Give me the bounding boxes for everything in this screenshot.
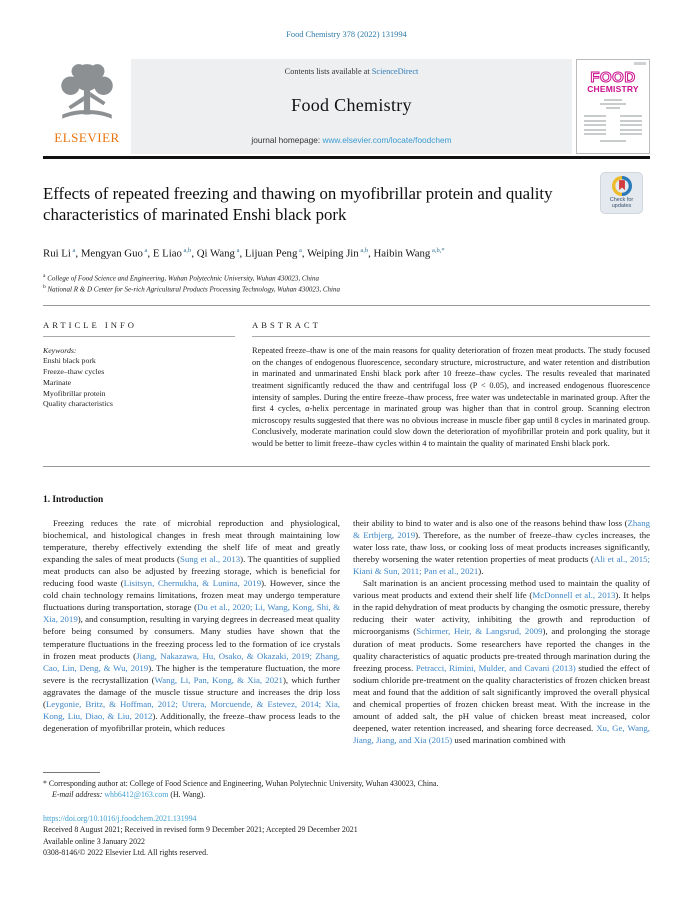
citation-link[interactable]: Sung et al., 2013 [179,553,241,564]
banner-center [131,59,572,154]
journal-title: Food Chemistry [291,95,412,115]
citation-link[interactable]: Ali et al., 2015; Kiani & Sun, 2011; Pan et al., 2021 [353,553,650,576]
article-footer [43,813,650,859]
text-segment: ). However, since the cold chain technology remains limitations, frozen meat may undergo temperature fluctuations during transportation, storage ( [43,578,340,613]
cover-footer-line [600,140,626,142]
homepage-link[interactable]: www.elsevier.com/locate/foodchem [322,135,452,145]
text-segment: Freezing reduces the rate of microbial reproduction and physiological, biochemical, and histological changes in fresh meat through maintaining low temperature, thereby effectively extending the shelf life of meat and greatly expanding the sales of meat products ( [43,517,340,564]
check-for-updates-badge[interactable] [601,173,642,213]
article-title: Effects of repeated freezing and thawing on myofibrillar protein and quality characteristics of marinated Enshi black pork [43,184,553,224]
author-name: Haibin Wang [373,247,431,260]
section-divider-top [43,305,650,306]
abstract-text: Repeated freeze–thaw is one of the main reasons for quality deterioration of frozen meat products. The study focused on the changes of endogenous fluorescence, secondary structure, microstructure, and water retention and distribution in marinated and unmarinated Enshi black pork after 10 freeze–thaw cycles. The results revealed that marinated treatment significantly reduced the thaw and centrifugal loss (P < 0.05), and increased endogenous fluorescence intensity of samples. During the entire freeze–thaw process, free water was undetectable in marinated group. After the first 4 cycles, α-helix percentage in marinated group was higher than that in control group. Scanning electron microscopy results suggested that there was no obvious increase in muscle fiber gap until 8 cycles in marinated group. Conclusively, moderate marination could slow down the deterioration of myofibrillar protein and pork quality, but it would be better to limit freeze–thaw cycles within 4 to maintain the quality of marinated Enshi black pork. [252,346,650,448]
text-segment: Salt marination is an ancient processing method used to maintain the quality of various meat products and extend their shelf life ( [353,578,650,601]
keyword-item: Freeze–thaw cycles [43,367,105,377]
check-updates-label: Check for updates [609,197,634,209]
left-column [43,517,340,747]
section-divider-bottom [43,466,650,467]
affiliation-b: $^b$ National R & D Center for Se-rich Agricultural Products Processing Technology, Wuhan 430023, China [43,284,340,294]
intro-paragraph-2 [353,577,650,746]
text-segment: (H. Wang). [168,789,206,799]
keyword-item: Enshi black pork [43,356,96,366]
intro-paragraph-1 [43,517,340,735]
citation-link[interactable]: Schirmer, Heir, & Langsrud, 2009 [416,626,543,637]
copyright-line: 0308-8146/© 2022 Elsevier Ltd. All rights reserved. [43,848,209,857]
keyword-item: Myofibrillar protein [43,388,106,398]
text-segment: ). Additionally, the freeze–thaw process leads to the degeneration of myofibrillar protein, which reduces [43,711,340,734]
author-affiliation-sup: a,b,* [430,247,445,254]
article-info-heading: ARTICLE INFO [43,320,137,331]
elsevier-tree-icon [56,61,118,129]
author-affiliation-sup: a [142,247,148,254]
author-affiliation-sup: a,b [181,247,192,254]
homepage-prefix: journal homepage: [251,135,323,145]
citation-link[interactable]: Lisitsyn, Chernukha, & Lunina, 2019 [123,578,262,589]
right-column [353,517,650,747]
text-segment: ). It helps in the rapid dehydration of meat products by changing the osmotic pressure, thereby reducing their water activity, inhibiting the growth and reproduction of microorganisms ( [353,590,650,637]
cover-title-chemistry: CHEMISTRY [587,84,639,94]
abstract-rule [252,336,650,337]
citation-link[interactable]: Petracci, Rimini, Mulder, and Cavani (2013) [415,662,576,673]
elsevier-wordmark: ELSEVIER [54,130,120,145]
author-name: Lijuan Peng [244,247,298,260]
cover-editor-columns [581,115,645,135]
affiliation-a: $^a$ College of Food Science and Engineering, Wuhan Polytechnic University, Wuhan 430023, China [43,272,319,282]
author-name: Rui Li [43,247,71,260]
author-affiliation-sup: a [297,247,302,254]
cover-issue-info [634,62,646,65]
header-divider [43,156,650,159]
sciencedirect-link[interactable]: ScienceDirect [371,67,419,76]
text-segment: their ability to bind to water and is also one of the reasons behind thaw loss ( [353,517,628,528]
crossmark-icon [612,176,632,196]
keyword-item: Quality characteristics [43,399,113,409]
author-name: Weiping Jin [307,247,359,260]
authors-line: Rui Li $^a$, Mengyan Guo $^a$, E Liao $^{a,b}$, Qi Wang $^a$, Lijuan Peng $^a$, Weiping Jin $^{a,b}$, Haibin Wang $^{a,b,*}$ [43,247,445,260]
introduction-heading: 1. Introduction [43,494,104,505]
text-segment: ). [478,565,484,576]
cover-title-food: FOOD [590,69,636,86]
available-online: Available online 3 January 2022 [43,836,145,846]
text-segment: ), which further aggravates the damage of the muscle tissue structure and increases the drip loss ( [43,674,340,709]
affiliations [43,272,650,296]
keywords-label: Keywords: [43,346,77,356]
text-segment: studied the effect of sodium chloride pre-treatment on the quality characteristics of frozen chicken breast meat and found that the addition of salt significantly improved the overall physical and chemical properties of frozen chicken breast meat. With the increase in the amount of added salt, the pH value of chicken breast meat increased, color deepened, water retention increased, and shearing force decreased. [353,662,651,734]
citation-link[interactable]: McDonnell et al., 2013 [532,590,616,601]
article-info-column [43,320,235,449]
text-segment: ), and consumption, resulting in varying degrees in decreased meat quality before being consumed by consumers. Many studies have shown that the temperature fluctuations in the freezing process led to the formation of ice crystals in frozen meat products ( [43,614,340,661]
journal-citation: Food Chemistry 378 (2022) 131994 [286,30,407,39]
keyword-item: Marinate [43,377,72,387]
journal-cover-thumbnail [576,59,650,154]
author-name: Qi Wang [196,247,235,260]
journal-banner [43,59,650,154]
text-segment: E-mail address: [52,789,105,799]
article-info-rule [43,336,235,337]
email-line [43,790,650,801]
citation-link[interactable]: Xu, Ge, Wang, Jiang, Jiang, and Xia (2015) [353,723,650,746]
text-segment: ), and prolonging the storage duration of meat products. Some researchers have reported the changes in the quality characteristics of aquatic products pre-treated through marination during the freezing process. [353,626,650,673]
received-dates: Received 8 August 2021; Received in revised form 9 December 2021; Accepted 29 December 2021 [43,825,358,834]
citation-link[interactable]: Leygonie, Britz, & Hoffman, 2012; Utrera, Morcuende, & Estevez, 2014; Xia, Kong, Liu, Diao, & Liu, 2012 [43,699,340,722]
abstract-heading: ABSTRACT [252,320,321,331]
footnote-divider [43,772,100,773]
text-segment: ). The higher is the temperature fluctuation, the more severe is the recrystallization ( [43,662,340,685]
author-affiliation-sup: a [234,247,240,254]
author-name: Mengyan Guo [80,247,143,260]
author-name: E Liao [152,247,182,260]
citation-link[interactable]: Jiang, Nakazawa, Hu, Osako, & Okazaki, 2019; Zhang, Cao, Lin, Deng, & Wu, 2019 [43,650,340,673]
doi-link[interactable]: https://doi.org/10.1016/j.foodchem.2021.131994 [43,814,197,823]
text-segment: ). The quantities of supplied meat products can also be adjusted by freezing storage, which is beneficial for reducing food waste ( [43,553,340,589]
correspondence-footnote [43,779,650,800]
citation-link[interactable]: Du et al., 2020; Li, Wang, Kong, Shi, & Xia, 2019 [43,602,341,625]
elsevier-logo [43,59,131,154]
contents-line [285,67,419,76]
contents-prefix: Contents lists available at [284,67,372,76]
author-affiliation-sup: a,b [358,247,369,254]
intro-paragraph-1-continued [353,517,650,577]
author-affiliation-sup: a [70,247,76,254]
text-segment: used marination combined with [452,735,566,746]
cover-editor-lines [581,99,645,109]
hyperlink[interactable]: whb6412@163.com [104,789,169,799]
text-segment: ). Therefore, as the number of freeze–thaw cycles increases, the water loss rate, thaw loss, or cooking loss of meat products increases significantly, thereby worsening the water retention properties of meat products ( [353,529,650,564]
citation-link[interactable]: Wang, Li, Pan, Kong, & Xia, 2021 [154,674,283,685]
homepage-line [251,135,451,145]
corresponding-author-line: * Corresponding author at: College of Food Science and Engineering, Wuhan Polytechnic University, Wuhan 430023, China. [43,779,439,788]
introduction-body [43,517,650,747]
citation-link[interactable]: Zhang & Ertbjerg, 2019 [353,517,650,540]
abstract-column [252,320,650,449]
